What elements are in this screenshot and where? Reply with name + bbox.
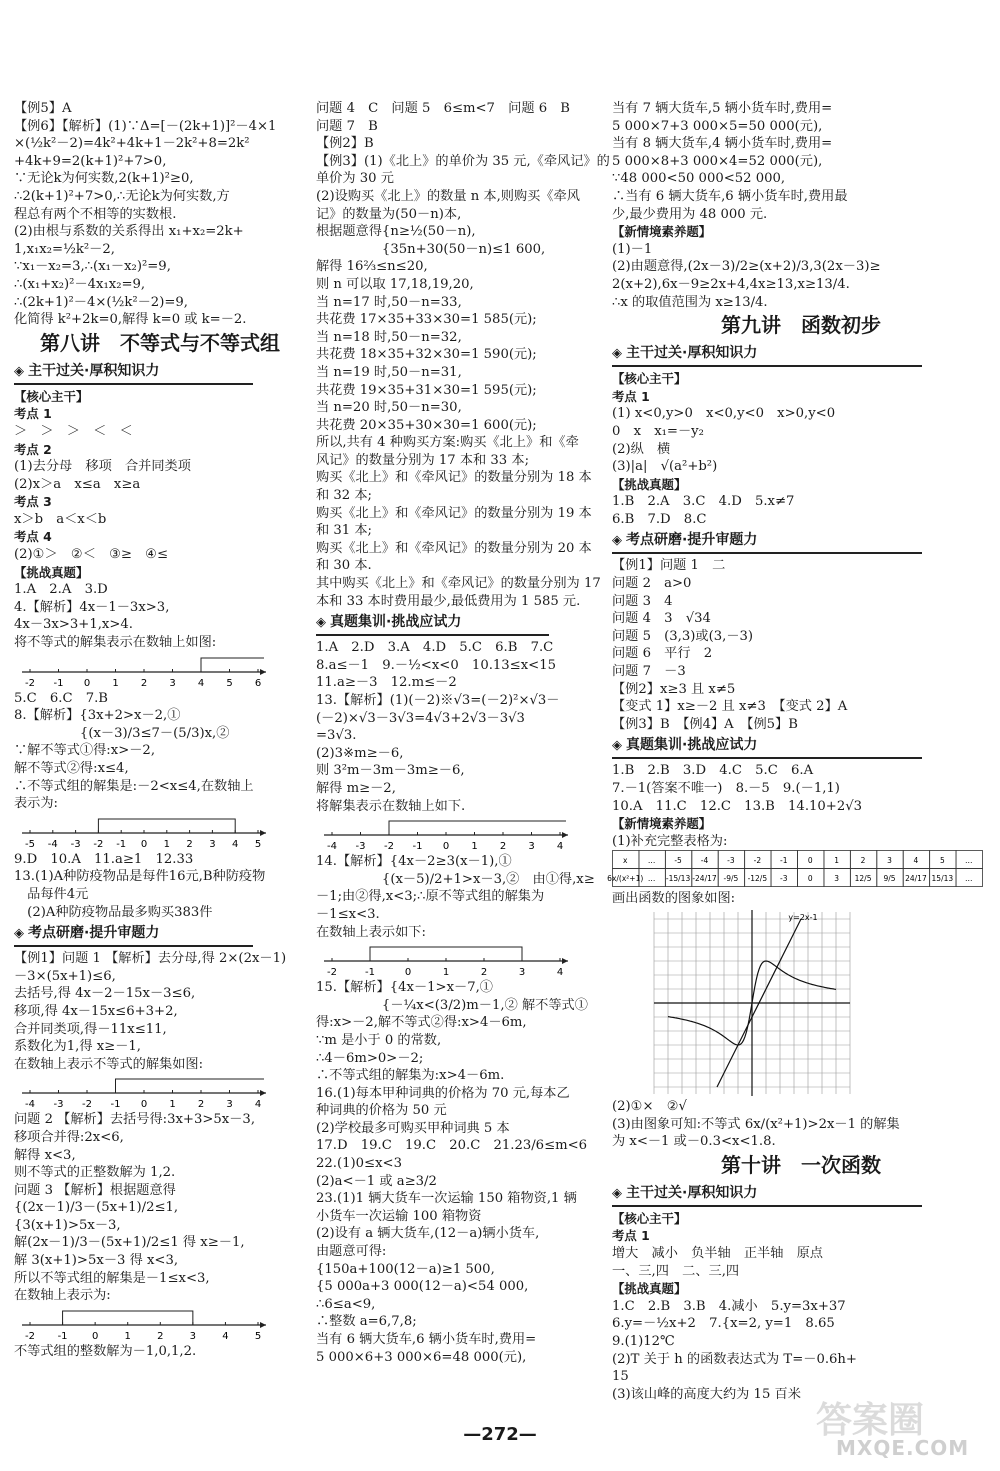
answer-line: 程总有两个不相等的实数根. (14, 206, 177, 222)
answer-line: 5 000×8+3 000×4=52 000(元), (612, 153, 823, 169)
answer-line: (2)x＞a x≤a x≥a (14, 476, 141, 492)
answer-line: 共花费 17×35+33×30=1 585(元); (316, 312, 537, 328)
tick-label: -1 (116, 838, 127, 850)
answer-line: 得:x>－2,解不等式②得:x>4－6m, (316, 1015, 527, 1031)
table-cell: 24/17 (905, 874, 927, 884)
subheading: 考点 2 (14, 441, 52, 457)
number-line (14, 1073, 306, 1111)
table-cell: x (622, 856, 628, 866)
answer-line: 1.A 2.A 3.D (14, 582, 108, 598)
lesson-title: 第十讲 一次函数 (721, 1152, 881, 1177)
answer-line: 一、三,四 二、三,四 (612, 1263, 740, 1279)
tick-label: 2 (197, 1099, 205, 1111)
answer-line: 7.－1(答案不唯一) 8.－5 9.(－1,1) (612, 781, 840, 796)
answer-line: 1.B 2.B 3.D 4.C 5.C 6.A (612, 763, 814, 779)
table-cell: -5 (674, 856, 682, 866)
answer-line: (2)学校最多可购买甲种词典 5 本 (316, 1120, 510, 1136)
subheading: 考点 1 (612, 1228, 650, 1244)
section-header (14, 361, 253, 385)
table-cell: -24/17 (692, 874, 717, 884)
answer-line: 解得 16⅔≤n≤20, (316, 259, 428, 275)
answer-line: {150a+100(12－a)≥1 500, (316, 1261, 495, 1277)
answer-line: 6.y=－½x+2 7.{x=2, y=1 8.65 (612, 1316, 835, 1332)
table-cell: … (647, 874, 656, 884)
answer-line: 共花费 20×35+30×30=1 600(元); (316, 417, 537, 433)
answer-line: (－2)×√3－3√3=4√3+2√3－3√3 (316, 710, 525, 726)
answer-line: ∴整数 a=6,7,8; (316, 1314, 417, 1330)
answer-line: 1,x₁x₂=½k²－2, (14, 241, 115, 257)
table-cell: 9/5 (883, 874, 896, 884)
value-table (607, 850, 990, 890)
table-cell: 3 (887, 856, 892, 866)
answer-line: 15 (612, 1369, 629, 1385)
answer-line: (3)由图象可知:不等式 6x/(x²+1)>2x－1 的解集 (612, 1116, 900, 1132)
tick-label: 3 (209, 838, 216, 850)
tick-label: 0 (83, 677, 91, 689)
section-header-label: 考点研磨·提升审题力 (28, 925, 160, 942)
watermark-big-text: 答案圈 (816, 1400, 925, 1441)
watermark-logo (812, 1392, 980, 1462)
answer-line: 23.(1)1 辆大货车一次运输 150 箱物资,1 辆 (316, 1191, 577, 1207)
tick-label: 1 (163, 838, 170, 850)
tick-label: -5 (25, 838, 35, 850)
tick-label: 4 (197, 677, 205, 689)
subheading: 考点 1 (14, 406, 52, 422)
answer-line: 14.【解析】{4x－2≥3(x－1),① (316, 854, 512, 870)
table-cell: 5 (939, 856, 945, 866)
answer-line: 品每件4元 (14, 886, 89, 902)
answer-line: 当有 6 辆大货车,6 辆小货车时,费用= (316, 1332, 537, 1347)
answer-line: 购买《北上》和《牵风记》的数量分别为 18 本 (316, 470, 592, 486)
answer-line: (2)由题意得,(2x－3)/2≥(x+2)/3,3(2x－3)≥ (612, 259, 881, 275)
answer-line: 当 n=18 时,50－n=32, (316, 329, 462, 345)
tick-label: -2 (25, 677, 35, 689)
answer-line: 13.【解析】(1)(－2)※√3=(－2)²×√3－ (316, 693, 560, 708)
answer-line: 单价为 30 元 (316, 171, 394, 187)
answer-line: 解 3(x+1)>5x－3 得 x<3, (14, 1253, 179, 1269)
answer-line: 0 x x₁=－y₂ (612, 423, 704, 439)
answer-line: 【例3】B 【例4】A 【例5】B (612, 716, 798, 732)
tick-label: 1 (124, 1330, 131, 1342)
subheading: 【挑战真题】 (612, 476, 687, 492)
answer-line: 和 31 本; (316, 523, 372, 539)
section-header (14, 923, 253, 947)
answer-line: 不等式组的整数解为－1,0,1,2. (14, 1343, 197, 1359)
answer-line: 当 n=19 时,50－n=31, (316, 364, 462, 380)
table-cell: 4 (913, 856, 919, 866)
answer-line: 则不等式的正整数解为 1,2. (14, 1165, 176, 1181)
answer-line: (2)3※m≥－6, (316, 745, 404, 761)
diamond-icon: ◈ (612, 346, 622, 362)
diamond-icon: ◈ (612, 738, 622, 754)
answer-line: (3)该山峰的高度大约为 15 百米 (612, 1386, 801, 1402)
tick-label: 0 (140, 838, 148, 850)
table-cell: -1 (780, 856, 788, 866)
section-header (316, 612, 549, 636)
answer-line: (2)①× ②√ (612, 1098, 687, 1114)
subheading: 【挑战真题】 (612, 1281, 687, 1297)
answer-line: ∴x 的取值范围为 x≥13/4. (612, 294, 768, 310)
tick-label: 2 (140, 677, 148, 689)
answer-line: 9.(1)12℃ (612, 1333, 675, 1349)
answer-line: 22.(1)0≤x<3 (316, 1156, 402, 1172)
answer-line: 8.a≤－1 9.－½<x<0 10.13≤x<15 (316, 657, 556, 673)
column-middle (316, 100, 610, 1366)
answer-line: 5 000×7+3 000×5=50 000(元), (612, 118, 823, 134)
answer-line: {(x－5)/2+1>x－3,② 由①得,x≥ (316, 871, 595, 887)
answer-line: 和 30 本. (316, 558, 372, 574)
section-header-label: 主干过关·厚积知识力 (626, 345, 758, 362)
diamond-icon: ◈ (612, 533, 622, 549)
answer-line: {(2x－1)/3－(5x+1)/2≤1, (14, 1200, 179, 1216)
answer-line: 11.a≥－3 12.m≤－2 (316, 675, 457, 691)
answer-line: ∴6≤a<9, (316, 1296, 376, 1312)
section-header-label: 主干过关·厚积知识力 (626, 1184, 758, 1201)
table-cell: -3 (780, 874, 788, 884)
answer-line: 所以,共有 4 种购买方案:购买《北上》和《牵 (316, 435, 579, 451)
answer-line: 由题意可得: (316, 1244, 387, 1260)
answer-line: 增大 减小 负半轴 正半轴 原点 (612, 1245, 823, 1261)
answer-line: x＞b a＜x＜b (14, 511, 107, 527)
diamond-icon: ◈ (14, 926, 24, 942)
answer-line: ∵m 是小于 0 的常数, (316, 1032, 442, 1048)
answer-line: 问题 4 3 √34 (612, 611, 711, 627)
tick-label: -2 (384, 841, 394, 853)
answer-line: ∴不等式组的解集为:x>4－6m. (316, 1068, 505, 1084)
subheading: 考点 4 (14, 529, 52, 545)
tick-label: 1 (112, 677, 119, 689)
answer-line: (3)|a| √(a²+b²) (612, 459, 718, 475)
answer-line: 问题 7 －3 (612, 664, 686, 680)
answer-line: (2)由根与系数的关系得出 x₁+x₂=2k+ (14, 224, 244, 240)
answer-line: 当有 8 辆大货车,4 辆小货车时,费用= (612, 136, 833, 152)
answer-line: 将解集表示在数轴上如下. (316, 798, 466, 814)
tick-label: 4 (232, 838, 239, 850)
answer-line: {－¼x<(3/2)m－1,② 解不等式① (316, 997, 588, 1013)
section-header (612, 1183, 922, 1207)
table-cell: … (965, 874, 973, 884)
answer-line: 5 000×6+3 000×6=48 000(元), (316, 1349, 527, 1365)
answer-line: 风记》的数量分别为 17 本和 33 本; (316, 452, 530, 468)
answer-line: 记》的数量为(50－n)本, (316, 206, 462, 222)
tick-label: 5 (254, 1330, 262, 1342)
tick-label: 0 (442, 841, 450, 853)
tick-label: 1 (442, 967, 450, 979)
answer-line: 16.(1)每本甲种词典的价格为 70 元,每本乙 (316, 1085, 570, 1101)
section-header (612, 735, 922, 759)
column-right (607, 100, 990, 1403)
diamond-icon: ◈ (14, 363, 24, 379)
tick-label: 5 (226, 677, 233, 689)
answer-line: 合并同类项,得－11x≤11, (14, 1021, 167, 1037)
answer-line: ∴2(k+1)²+7>0,∴无论k为何实数,方 (14, 188, 230, 204)
answer-line: 为 x<－1 或－0.3<x<1.8. (612, 1134, 776, 1150)
answer-line: 解得 m≥－2, (316, 780, 396, 796)
answer-line: 共花费 18×35+32×30=1 590(元); (316, 347, 537, 363)
tick-label: 4 (556, 967, 564, 979)
answer-line: 17.D 19.C 19.C 20.C 21.23/6≤m<6 (316, 1138, 588, 1154)
tick-label: 0 (91, 1330, 99, 1342)
answer-line: (2)设购买《北上》的数量 n 本,则购买《牵风 (316, 188, 580, 204)
table-cell: … (647, 856, 656, 866)
tick-label: 1 (471, 841, 478, 853)
answer-line: 当有 7 辆大货车,5 辆小货车时,费用= (612, 101, 833, 116)
tick-label: 3 (518, 967, 526, 979)
number-line (14, 813, 306, 851)
subheading: 【核心主干】 (612, 1210, 687, 1226)
answer-line: {3(x+1)>5x－3, (14, 1217, 121, 1233)
tick-label: -2 (327, 967, 337, 979)
answer-line: 【例3】(1)《北上》的单价为 35 元,《牵风记》的 (316, 153, 610, 169)
answer-line: 2(x+2),6x－9≥2x+4,4x≥13,x≥13/4. (612, 276, 850, 292)
tick-label: -2 (93, 838, 104, 850)
answer-line: 【例6】【解析】(1)∵Δ=[－(2k+1)]²－4×1 (14, 118, 277, 134)
number-line (316, 941, 600, 979)
table-cell: -9/5 (723, 874, 739, 884)
answer-line: 在数轴上表示为: (14, 1288, 111, 1304)
answer-line: 4x－3x>3+1,x>4. (14, 617, 133, 633)
graph-line-label: y=2x-1 (788, 912, 818, 922)
number-line (14, 652, 306, 690)
answer-line: ×(½k²－2)=4k²+4k+1－2k²+8=2k² (14, 136, 250, 152)
answer-line: ∴(2k+1)²－4×(½k²－2)=9, (14, 294, 188, 310)
tick-label: 5 (254, 838, 262, 850)
answer-line: 少,最少费用为 48 000 元. (612, 206, 768, 222)
answer-line: (2)T 关于 h 的函数表达式为 T=－0.6h+ (612, 1351, 857, 1367)
answer-line: 问题 6 平行 2 (612, 646, 713, 662)
answer-line: ∵解不等式①得:x>－2, (14, 743, 156, 759)
diamond-icon: ◈ (612, 1185, 622, 1201)
answer-line: －1;由②得,x<3;∴原不等式组的解集为 (316, 889, 545, 905)
page-number: —272— (463, 1424, 537, 1445)
answer-line: 问题 4 C 问题 5 6≤m<7 问题 6 B (316, 101, 570, 116)
subheading: 考点 3 (14, 494, 52, 510)
answer-line: 【例2】x≥3 且 x≠5 (612, 681, 736, 697)
tick-label: 2 (186, 838, 193, 850)
answer-line: 则 3²m－3m－3m≥－6, (316, 763, 465, 779)
answer-line: 【例2】B (316, 136, 374, 152)
watermark-url: MXQE.COM (836, 1436, 970, 1460)
subheading: 【新情境素养题】 (612, 816, 712, 832)
lesson-title: 第九讲 函数初步 (721, 313, 881, 338)
tick-label: 3 (169, 677, 176, 689)
answer-line: 问题 7 B (316, 118, 378, 134)
answer-line: 购买《北上》和《牵风记》的数量分别为 20 本 (316, 540, 592, 556)
answer-line: 15.【解析】{4x－1>x－7,① (316, 980, 493, 996)
answer-line: 当 n=20 时,50－n=30, (316, 400, 462, 416)
tick-label: -3 (53, 1099, 64, 1111)
section-header (612, 530, 922, 554)
answer-line: －3×(5x+1)≤6, (14, 968, 116, 984)
answer-line: 1.B 2.A 3.C 4.D 5.x≠7 (612, 494, 795, 510)
answer-line: 本和 33 本时费用最少,最低费用为 1 585 元. (316, 593, 581, 609)
tick-label: -4 (47, 838, 58, 850)
table-cell: 2 (860, 856, 866, 866)
answer-line: 问题 3 【解析】根据题意得 (14, 1182, 176, 1198)
answer-line: (1)去分母 移项 合并同类项 (14, 459, 191, 475)
table-cell: 3 (834, 874, 840, 884)
answer-line: 【例5】A (14, 101, 72, 116)
column-left (14, 100, 306, 1360)
answer-line: =3√3. (316, 728, 357, 744)
answer-line: 移项合并得:2x<6, (14, 1129, 124, 1145)
answer-line: ∴4－6m>0>－2; (316, 1050, 424, 1066)
table-cell: … (965, 856, 973, 866)
section-header-label: 真题集训·挑战应试力 (626, 737, 758, 754)
answer-line: 10.A 11.C 12.C 13.B 14.10+2√3 (612, 798, 863, 814)
tick-label: -1 (110, 1099, 121, 1111)
answer-line: 和 32 本; (316, 488, 372, 504)
table-cell: 0 (807, 874, 813, 884)
answer-line: －1≤x<3. (316, 906, 380, 922)
answer-line: 将不等式的解集表示在数轴上如图: (14, 635, 217, 651)
answer-line: 问题 3 4 (612, 593, 673, 609)
table-cell: -4 (700, 856, 709, 866)
tick-label: 6 (254, 677, 262, 689)
answer-line: (2)设有 a 辆大货车,(12－a)辆小货车, (316, 1226, 540, 1242)
answer-line: (1) x<0,y>0 x<0,y<0 x>0,y<0 (612, 406, 836, 422)
answer-line: 画出函数的图象如图: (612, 891, 736, 907)
answer-line: {5 000a+3 000(12－a)<54 000, (316, 1279, 529, 1295)
answer-line: 当 n=17 时,50－n=33, (316, 294, 462, 310)
answer-line: +4k+9=2(k+1)²+7>0, (14, 153, 167, 169)
tick-label: -1 (412, 841, 423, 853)
section-header-label: 主干过关·厚积知识力 (28, 362, 160, 379)
answer-line: 问题 2 a>0 (612, 576, 692, 592)
tick-label: -1 (365, 967, 375, 979)
answer-line: 5.C 6.C 7.B (14, 690, 108, 706)
diamond-icon: ◈ (316, 615, 326, 631)
tick-label: -2 (82, 1099, 92, 1111)
answer-line: ∴不等式组的解集是:－2<x≤4,在数轴上 (14, 778, 254, 794)
answer-line: 1.A 2.D 3.A 4.D 5.C 6.B 7.C (316, 640, 554, 656)
answer-line: 解得 x<3, (14, 1147, 76, 1163)
tick-label: 2 (157, 1330, 164, 1342)
lesson-title: 第八讲 不等式与不等式组 (40, 330, 280, 355)
answer-line: 则 n 可以取 17,18,19,20, (316, 276, 474, 292)
tick-label: -4 (327, 841, 337, 853)
table-cell: 15/13 (931, 874, 954, 884)
answer-line: 解不等式②得:x≤4, (14, 761, 129, 776)
tick-label: 0 (404, 967, 412, 979)
answer-line: 系数化为1,得 x≥－1, (14, 1039, 141, 1055)
table-cell: -3 (727, 856, 735, 866)
tick-label: -4 (25, 1099, 35, 1111)
answer-line: 所以不等式组的解集是－1≤x<3, (14, 1270, 210, 1286)
answer-line: 解(2x－1)/3－(5x+1)/2≤1 得 x≥－1, (14, 1235, 245, 1251)
section-header-label: 考点研磨·提升审题力 (626, 532, 758, 549)
table-cell: 12/5 (854, 874, 872, 884)
answer-line: ＞ ＞ ＞ ＜ ＜ (14, 423, 133, 439)
answer-line: 【变式 1】x≥－2 且 x≠3 【变式 2】A (612, 699, 848, 715)
tick-label: 0 (140, 1099, 148, 1111)
answer-line: 移项,得 4x－15x≤6+3+2, (14, 1003, 178, 1019)
tick-label: -1 (57, 1330, 68, 1342)
tick-label: 2 (480, 967, 488, 979)
answer-line: (2)a<－1 或 a≥3/2 (316, 1173, 437, 1189)
table-cell: -2 (753, 856, 762, 866)
answer-line: (1)－1 (612, 241, 653, 257)
answer-line: 种词典的价格为 50 元 (316, 1103, 447, 1119)
answer-line: {35n+30(50－n)≤1 600, (316, 241, 546, 257)
tick-label: 2 (499, 841, 507, 853)
answer-line: 【例1】问题 1 二 (612, 558, 726, 574)
number-line (14, 1305, 306, 1343)
answer-line: 6.B 7.D 8.C (612, 511, 707, 527)
answer-line: 4.【解析】4x－1－3x>3, (14, 599, 170, 615)
table-cell: -12/5 (747, 874, 768, 884)
table-cell: 1 (834, 856, 840, 866)
answer-line: 表示为: (14, 796, 59, 812)
answer-line: 问题 2 【解析】去括号得:3x+3>5x－3, (14, 1112, 256, 1128)
tick-label: -2 (25, 1330, 35, 1342)
answer-line: 13.(1)A种防疫物品是每件16元,B种防疫物 (14, 869, 266, 885)
subheading: 【核心主干】 (14, 388, 89, 404)
answer-line: (2)A种防疫物品最多购买383件 (14, 904, 213, 920)
tick-label: 4 (556, 841, 564, 853)
function-graph (612, 908, 990, 1098)
answer-line: (2)纵 横 (612, 441, 671, 457)
subheading: 【核心主干】 (612, 371, 687, 387)
tick-label: 3 (189, 1330, 197, 1342)
answer-line: 根据题意得{n≥½(50－n), (316, 224, 476, 240)
answer-line: 共花费 19×35+31×30=1 595(元); (316, 382, 537, 398)
tick-label: 4 (222, 1330, 229, 1342)
tick-label: -3 (355, 841, 366, 853)
tick-label: 4 (254, 1099, 262, 1111)
tick-label: -3 (70, 838, 81, 850)
answer-line: ∵48 000<50 000<52 000, (612, 171, 786, 187)
answer-line: ∴(x₁+x₂)²－4x₁x₂=9, (14, 276, 146, 292)
table-cell: -15/13 (665, 874, 691, 884)
table-cell: 0 (807, 856, 813, 866)
answer-line: ∵无论k为何实数,2(k+1)²≥0, (14, 171, 194, 187)
answer-line: 化简得 k²+2k=0,解得 k=0 或 k=－2. (14, 312, 247, 328)
answer-line: 在数轴上表示不等式的解集如图: (14, 1056, 204, 1072)
tick-label: 3 (226, 1099, 233, 1111)
answer-line: 【例1】问题 1 【解析】去分母,得 2×(2x－1) (14, 951, 287, 967)
answer-line: 在数轴上表示如下: (316, 924, 426, 940)
section-header-label: 真题集训·挑战应试力 (330, 614, 462, 631)
answer-line: 8.【解析】{3x+2>x－2,① (14, 708, 181, 724)
answer-line: 9.D 10.A 11.a≥1 12.33 (14, 851, 194, 867)
tick-label: 1 (169, 1099, 176, 1111)
answer-line: ∴当有 6 辆大货车,6 辆小货车时,费用最 (612, 188, 848, 204)
answer-line: (1)补充完整表格为: (612, 833, 728, 849)
subheading: 考点 1 (612, 388, 650, 404)
answer-line: 1.C 2.B 3.B 4.减小 5.y=3x+37 (612, 1298, 846, 1314)
answer-line: 去括号,得 4x－2－15x－3≤6, (14, 986, 196, 1002)
tick-label: -1 (53, 677, 64, 689)
subheading: 【新情境素养题】 (612, 224, 712, 240)
answer-line: 其中购买《北上》和《牵风记》的数量分别为 17 (316, 576, 601, 592)
answer-line: {(x－3)/3≤7－(5/3)x,② (14, 725, 230, 741)
section-header (612, 343, 922, 367)
tick-label: 3 (528, 841, 535, 853)
number-line (316, 815, 600, 853)
answer-line: (2)①＞ ②＜ ③≥ ④≤ (14, 547, 169, 563)
table-cell: 6x/(x²+1) (607, 874, 644, 884)
answer-line: 购买《北上》和《牵风记》的数量分别为 19 本 (316, 505, 592, 521)
subheading: 【挑战真题】 (14, 564, 89, 580)
answer-line: ∵x₁－x₂=3,∴(x₁－x₂)²=9, (14, 259, 171, 275)
answer-line: 小货车一次运输 100 箱物资 (316, 1208, 482, 1224)
answer-line: 问题 5 (3,3)或(3,－3) (612, 628, 754, 644)
